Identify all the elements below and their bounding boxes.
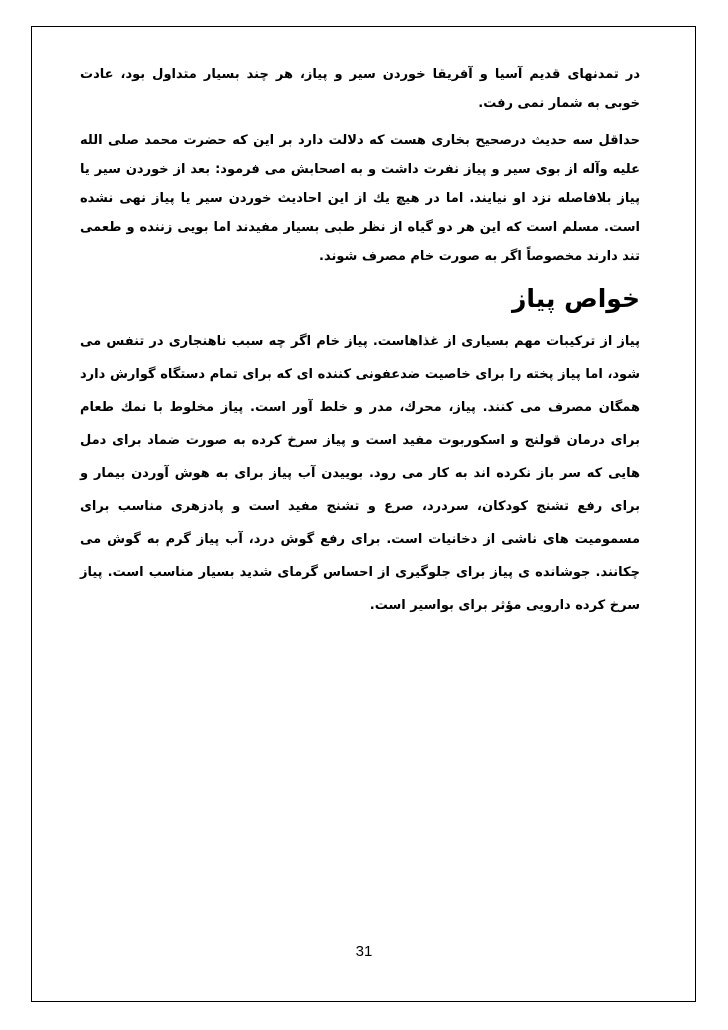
hadith-paragraph: حداقل سه حدیث درصحیح بخاری هست که دلالت دارد بر این که حضرت محمد صلی الله علیه وآله از بوی سیر و پیاز نفرت داشت و به اصحابش می فرمود: بعد از خوردن سیر یا پیاز بلافاصله نزد او نیایند. اما در هیچ یك از این احادیث خوردن سیر یا پیاز نهی نشده است. مسلم است که این هر دو گیاه از نظر طبی بسیار مفیدند اما بویی زننده و طعمی تند دارند مخصوصاً اگر به صورت خام مصرف شوند. [80, 133, 640, 264]
intro-paragraph: در تمدنهای قدیم آسیا و آفریقا خوردن سیر و پیاز، هر چند بسیار متداول بود، عادت خوبی به شمار نمی رفت. [80, 67, 640, 111]
page-number: 31 [355, 943, 373, 960]
onion-properties-paragraph: پیاز از ترکیبات مهم بسیاری از غذاهاست. پیاز خام اگر چه سبب ناهنجاری در تنفس می شود، اما پیاز پخته را برای خاصیت ضدعفونی کننده ای که برای تمام دستگاه گوارش دارد همگان مصرف می کنند. پیاز، محرك، مدر و خلط آور است. پیاز مخلوط با نمك طعام برای درمان قولنج و اسکوربوت مفید است و پیاز سرخ کرده به صورت ضماد برای دمل هایی که سر باز نکرده اند به کار می رود. بوییدن آب پیاز برای به هوش آوردن بیمار و برای رفع تشنج کودکان، سردرد، صرع و تشنج مفید است و پادزهری مناسب برای مسمومیت های ناشی از دخانیات است. برای رفع گوش درد، آب پیاز گرم به گوش می چکانند. جوشانده ی پیاز برای جلوگیری از احساس گرمای شدید بسیار مناسب است. پیاز سرخ کرده دارویی مؤثر برای بواسیر است. [80, 334, 640, 613]
section-heading: خواص پیاز [512, 284, 640, 313]
document-body [80, 60, 640, 622]
